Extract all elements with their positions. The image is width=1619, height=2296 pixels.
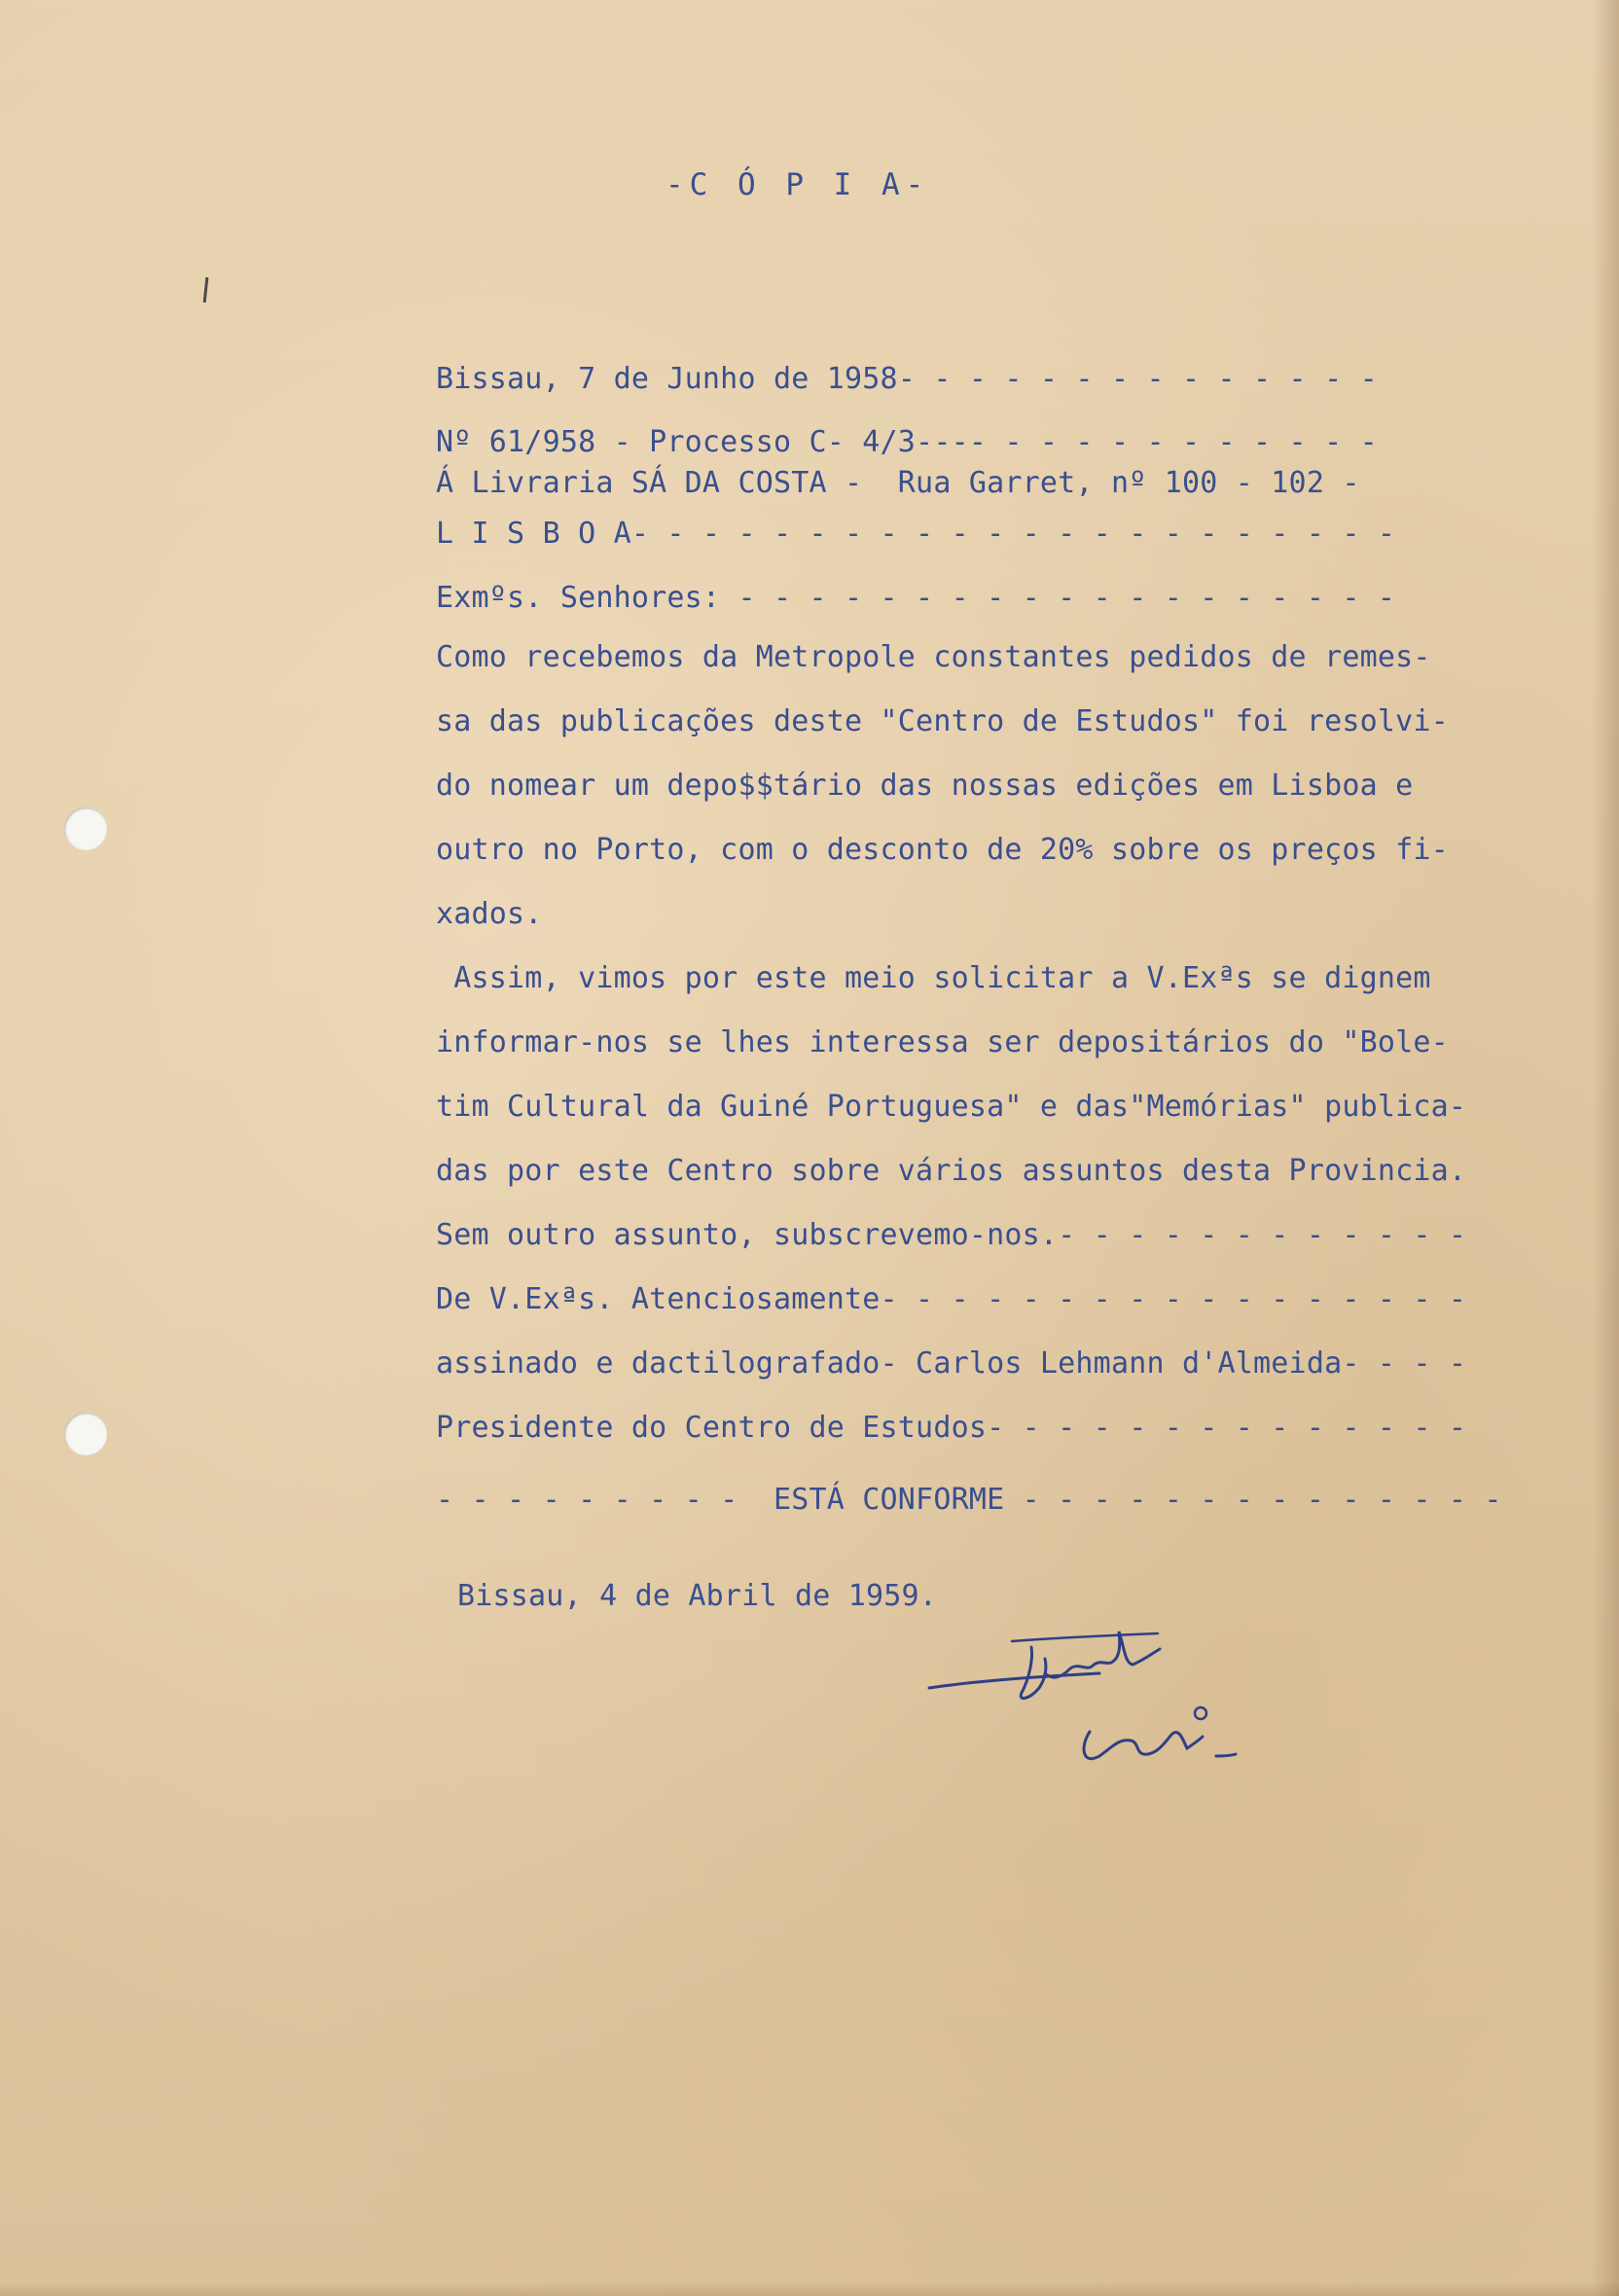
body-line: Presidente do Centro de Estudos- - - - - - - - - - - - - - — [436, 1411, 1467, 1445]
page-edge-shadow — [1592, 0, 1619, 2296]
date-line: Bissau, 7 de Junho de 1958- - - - - - - - - - - - - - — [436, 362, 1378, 396]
conformity-line: - - - - - - - - - ESTÁ CONFORME - - - - - - - - - - - - - - — [436, 1483, 1502, 1517]
body-line: assinado e dactilografado- Carlos Lehmann d'Almeida- - - - — [436, 1346, 1467, 1381]
punch-hole-top — [64, 807, 107, 850]
document-heading: -C Ó P I A- — [666, 167, 930, 202]
body-line: do nomear um depo$$tário das nossas edições em Lisboa e — [436, 769, 1414, 803]
recipient-line: Á Livraria SÁ DA COSTA - Rua Garret, nº 100 - 102 - — [436, 466, 1360, 500]
body-line: Assim, vimos por este meio solicitar a V.Exªs se dignem — [436, 961, 1431, 995]
body-line: sa das publicações deste "Centro de Estudos" foi resolvi- — [436, 704, 1449, 738]
city-line: L I S B O A- - - - - - - - - - - - - - - - - - - - - - — [436, 517, 1396, 551]
body-line: xados. — [436, 897, 543, 931]
body-line: outro no Porto, com o desconto de 20% sobre os preços fi- — [436, 833, 1449, 867]
punch-hole-bottom — [64, 1413, 107, 1455]
closing-date: Bissau, 4 de Abril de 1959. — [457, 1579, 938, 1613]
body-line: das por este Centro sobre vários assuntos desta Provincia. — [436, 1154, 1467, 1188]
salutation: Exmºs. Senhores: - - - - - - - - - - - - - - - - - - - — [436, 581, 1396, 615]
page-bottom-shadow — [0, 2282, 1619, 2296]
handwritten-signature — [924, 1620, 1275, 1795]
body-line: tim Cultural da Guiné Portuguesa" e das"Memórias" publica- — [436, 1090, 1467, 1124]
body-line: Sem outro assunto, subscrevemo-nos.- - - - - - - - - - - - — [436, 1218, 1467, 1252]
reference-line: Nº 61/958 - Processo C- 4/3---- - - - - - - - - - - - — [436, 425, 1378, 459]
margin-mark — [203, 277, 209, 303]
body-line: De V.Exªs. Atenciosamente- - - - - - - - - - - - - - - - - — [436, 1282, 1467, 1316]
body-line: informar-nos se lhes interessa ser depositários do "Bole- — [436, 1025, 1449, 1059]
body-line: Como recebemos da Metropole constantes pedidos de remes- — [436, 640, 1431, 674]
